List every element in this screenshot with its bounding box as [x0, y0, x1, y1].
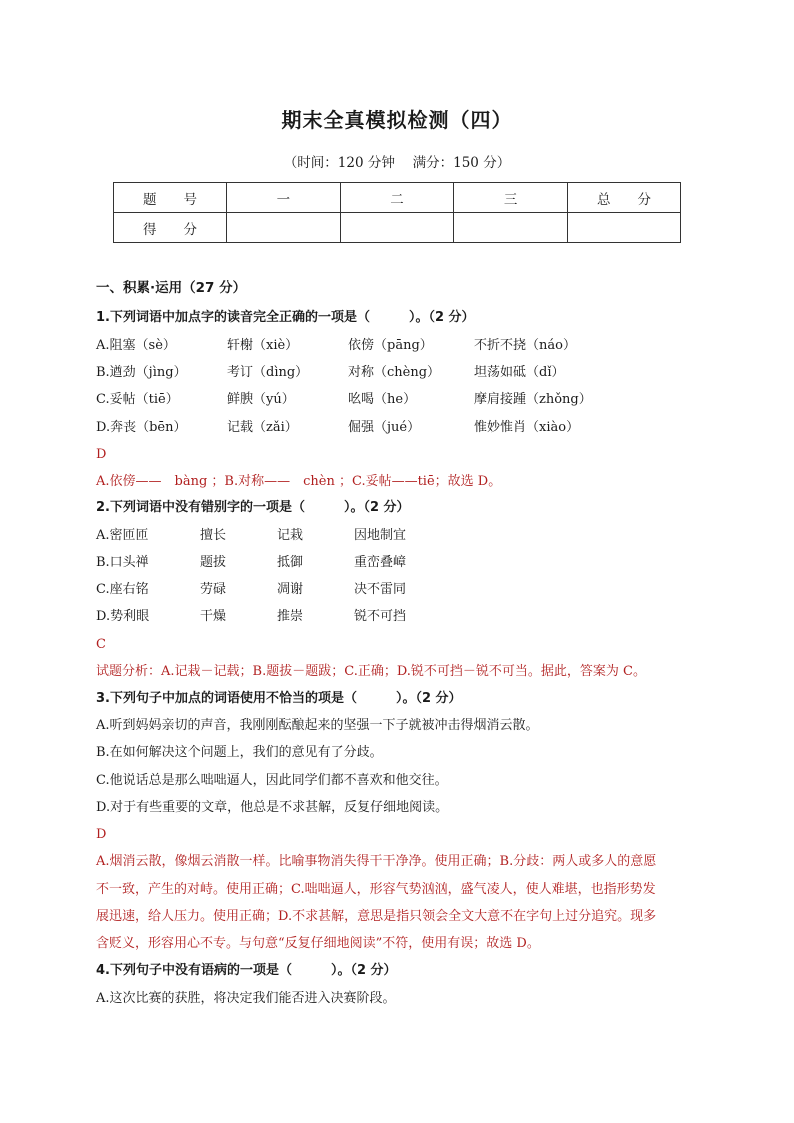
option-item: 凋谢 [277, 582, 304, 597]
score-input-cell[interactable] [340, 213, 454, 243]
section-heading: 一、积累·运用（27 分） [96, 280, 247, 296]
answer-text: D [96, 447, 107, 462]
option-item: A.这次比赛的获胜，将决定我们能否进入决赛阶段。 [96, 991, 396, 1006]
question-stem: 2.下列词语中没有错别字的一项是（ ）。（2 分） [96, 500, 410, 515]
option-item: B.遒劲（jìng） [96, 365, 187, 380]
score-cell: 总 分 [568, 183, 681, 213]
option-item: 鲜腴（yú） [227, 392, 295, 407]
option-item: A.阻塞（sè） [96, 338, 176, 353]
option-item: 坦荡如砥（dǐ） [474, 365, 565, 380]
analysis-line: A.烟消云散，像烟云消散一样。比喻事物消失得干干净净。使用正确；B.分歧：两人或多人的意愿 [96, 854, 657, 869]
score-table-score-row [114, 213, 681, 243]
option-item: 重峦叠嶂 [354, 555, 407, 570]
option-item: D.对于有些重要的文章，他总是不求甚解，反复仔细地阅读。 [96, 800, 449, 815]
option-item: 题拔 [200, 555, 227, 570]
option-item: 记栽 [277, 528, 304, 543]
option-item: 记载（zǎi） [227, 420, 298, 435]
score-table [113, 182, 681, 243]
option-item: 劳碌 [200, 582, 227, 597]
option-item: A.听到妈妈亲切的声音，我刚刚酝酿起来的坚强一下子就被冲击得烟消云散。 [96, 718, 539, 733]
analysis-line: 展迅速，给人压力。使用正确；D.不求甚解，意思是指只领会全文大意不在字句上过分追究。现多 [96, 909, 657, 924]
option-item: 对称（chèng） [348, 365, 441, 380]
option-item: 擅长 [200, 528, 227, 543]
option-item: 推崇 [277, 609, 304, 624]
score-input-cell[interactable] [454, 213, 568, 243]
option-item: 依傍（pāng） [348, 338, 433, 353]
option-item: A.密匝匝 [96, 528, 149, 543]
option-item: C.座右铭 [96, 582, 149, 597]
option-item: 决不雷同 [354, 582, 407, 597]
analysis-text: A.依傍—— bàng ；B.对称—— chèn ；C.妥帖——tiē；故选 D。 [96, 474, 502, 489]
option-item: B.在如何解决这个问题上，我们的意见有了分歧。 [96, 745, 383, 760]
question-stem: 3.下列句子中加点的词语使用不恰当的项是（ ）。（2 分） [96, 691, 462, 706]
score-cell: 得 分 [114, 213, 227, 243]
analysis-text: 试题分析：A.记栽－记载；B.题拔－题跋；C.正确；D.锐不可挡－锐不可当。据此，答案为 C。 [96, 664, 646, 679]
answer-text: D [96, 827, 107, 842]
option-item: 因地制宜 [354, 528, 407, 543]
score-cell: 题 号 [114, 183, 227, 213]
option-item: C.他说话总是那么咄咄逼人，因此同学们都不喜欢和他交往。 [96, 773, 448, 788]
option-item: 摩肩接踵（zhǒng） [474, 392, 592, 407]
option-item: 锐不可挡 [354, 609, 407, 624]
option-item: 考订（dìng） [227, 365, 309, 380]
question-stem: 1.下列词语中加点字的读音完全正确的一项是（ ）。（2 分） [96, 310, 475, 325]
option-item: 倔强（jué） [348, 420, 421, 435]
option-item: 轩榭（xiè） [227, 338, 299, 353]
option-item: 惟妙惟肖（xiào） [474, 420, 580, 435]
score-cell: 三 [454, 183, 568, 213]
option-item: 不折不挠（náo） [474, 338, 576, 353]
score-input-cell[interactable] [227, 213, 341, 243]
answer-text: C [96, 637, 106, 652]
option-item: D.奔丧（bēn） [96, 420, 187, 435]
question-stem: 4.下列句子中没有语病的一项是（ ）。（2 分） [96, 963, 397, 978]
option-item: C.妥帖（tiē） [96, 392, 179, 407]
option-item: 抵御 [277, 555, 304, 570]
option-item: D.势利眼 [96, 609, 150, 624]
option-item: 干燥 [200, 609, 227, 624]
page-title: 期末全真模拟检测（四） [281, 108, 513, 132]
exam-time-info: （时间：120 分钟 满分：150 分） [283, 155, 511, 171]
analysis-line: 不一致，产生的对峙。使用正确；C.咄咄逼人，形容气势汹汹，盛气凌人，使人难堪，也指形势发 [96, 882, 656, 897]
score-table-header-row [114, 183, 681, 213]
analysis-line: 含贬义，形容用心不专。与句意“反复仔细地阅读”不符，使用有误；故选 D。 [96, 936, 540, 951]
option-item: B.口头禅 [96, 555, 149, 570]
option-item: 吆喝（he） [348, 392, 417, 407]
score-cell: 二 [340, 183, 454, 213]
score-input-cell[interactable] [568, 213, 681, 243]
score-cell: 一 [227, 183, 341, 213]
